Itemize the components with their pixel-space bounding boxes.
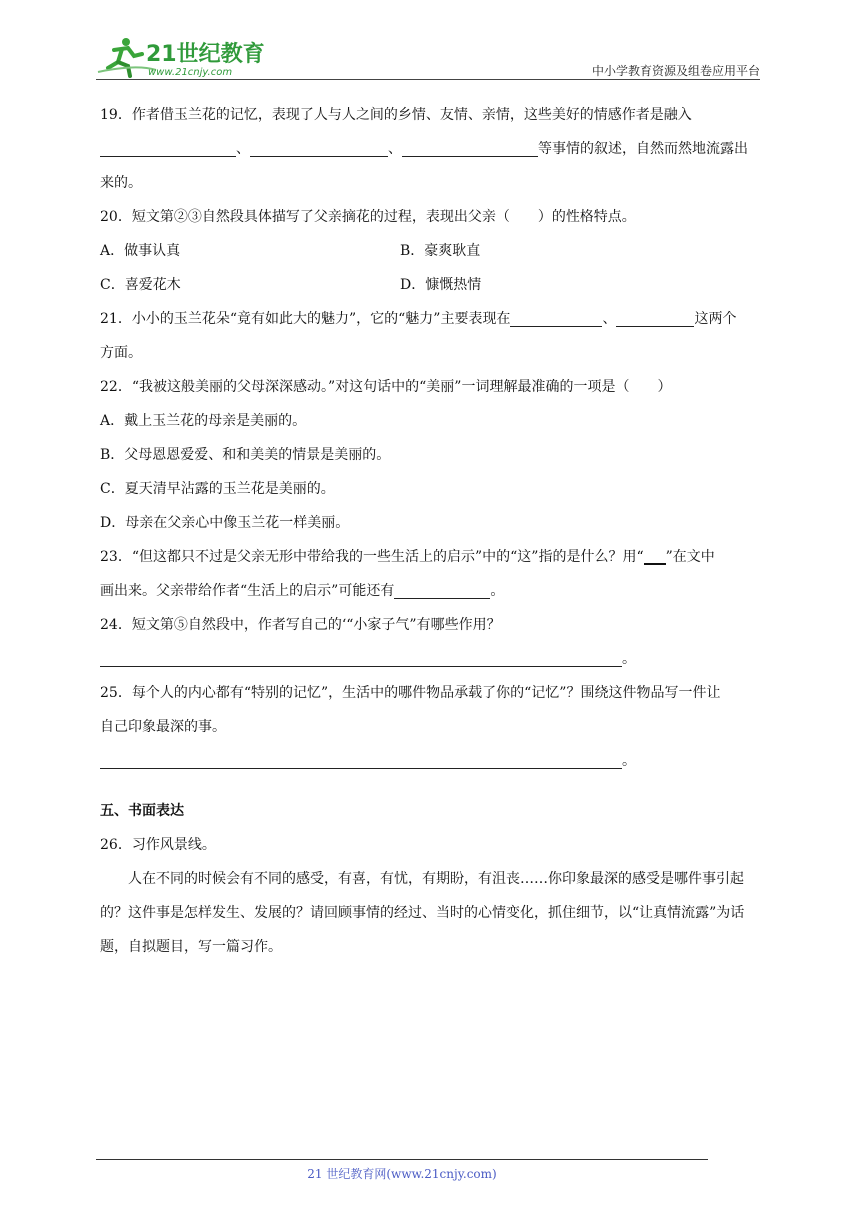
answer-blank[interactable] [510, 308, 602, 327]
q24-stem: 24．短文第⑤自然段中，作者写自己的‘“小家子气”有哪些作用？ [100, 617, 501, 633]
q19-line2: 、 、 等事情的叙述，自然而然地流露出 [100, 132, 762, 166]
svg-text:21世纪教育: 21世纪教育 [146, 42, 265, 67]
footer-divider [96, 1159, 708, 1160]
q25-line1: 25．每个人的内心都有“特别的记忆”，生活中的哪件物品承载了你的“记忆”？围绕这件物品写一件让 [100, 685, 721, 701]
q21-line1: 21．小小的玉兰花朵“竟有如此大的魅力”，它的“魅力”主要表现在 、 这两个 [100, 302, 762, 336]
option-c[interactable]: C．夏天清早沾露的玉兰花是美丽的。 [100, 481, 335, 497]
q25-answer-line: 。 [100, 744, 762, 778]
option-b[interactable]: B．父母恩恩爱爱、和和美美的情景是美丽的。 [100, 447, 391, 463]
q20-stem: 20．短文第②③自然段具体描写了父亲摘花的过程，表现出父亲（ ）的性格特点。 [100, 209, 636, 225]
underline-sample [644, 545, 666, 565]
option-a[interactable]: A．戴上玉兰花的母亲是美丽的。 [100, 413, 307, 429]
answer-blank[interactable] [100, 138, 236, 157]
q22-stem: 22．“我被这般美丽的父母深深感动。”对这句话中的“美丽”一词理解最准确的一项是（ ） [100, 379, 672, 395]
q19-line3: 来的。 [100, 175, 142, 191]
q20-options-row1 [100, 234, 762, 268]
page-footer: 21 世纪教育网(www.21cnjy.com) [307, 1167, 497, 1181]
option-d[interactable]: D．母亲在父亲心中像玉兰花一样美丽。 [100, 515, 350, 531]
option-c[interactable]: C．喜爱花木 [100, 277, 181, 293]
answer-blank[interactable] [100, 750, 622, 769]
q23-line1: 23．“但这都只不过是父亲无形中带给我的一些生活上的启示”中的“这”指的是什么？用“ ”在文中 [100, 540, 762, 574]
answer-blank[interactable] [100, 648, 622, 667]
site-logo [96, 34, 276, 80]
runner-logo-icon [96, 34, 276, 80]
q26-prompt: 人在不同的时候会有不同的感受，有喜，有忧，有期盼，有沮丧……你印象最深的感受是哪件事引起的？这件事是怎样发生、发展的？请回顾事情的经过、当时的心情变化，抓住细节，以“让真情流露”为话题，自拟题目，写一篇习作。 [100, 871, 745, 955]
q21-line2: 方面。 [100, 345, 142, 361]
q25-line2: 自己印象最深的事。 [100, 719, 226, 735]
option-d[interactable]: D．慷慨热情 [400, 277, 482, 293]
q20-options-row2 [100, 268, 762, 302]
answer-blank[interactable] [616, 308, 694, 327]
q26-stem: 26．习作风景线。 [100, 837, 216, 853]
answer-blank[interactable] [402, 138, 538, 157]
answer-blank[interactable] [250, 138, 388, 157]
q23-line2: 画出来。父亲带给作者“生活上的启示”可能还有 。 [100, 574, 762, 608]
option-b[interactable]: B．豪爽耿直 [400, 243, 481, 259]
answer-blank[interactable] [394, 580, 490, 599]
page-header [96, 34, 760, 82]
svg-text:www.21cnjy.com: www.21cnjy.com [148, 67, 233, 78]
q24-answer-line: 。 [100, 642, 762, 676]
q19-line1: 19．作者借玉兰花的记忆，表现了人与人之间的乡情、友情、亲情，这些美好的情感作者是融入 [100, 107, 692, 123]
header-divider [96, 79, 760, 80]
question-content [100, 98, 762, 964]
option-a[interactable]: A．做事认真 [100, 243, 181, 259]
platform-name: 中小学教育资源及组卷应用平台 [591, 64, 760, 78]
section-title: 五、书面表达 [100, 803, 184, 819]
